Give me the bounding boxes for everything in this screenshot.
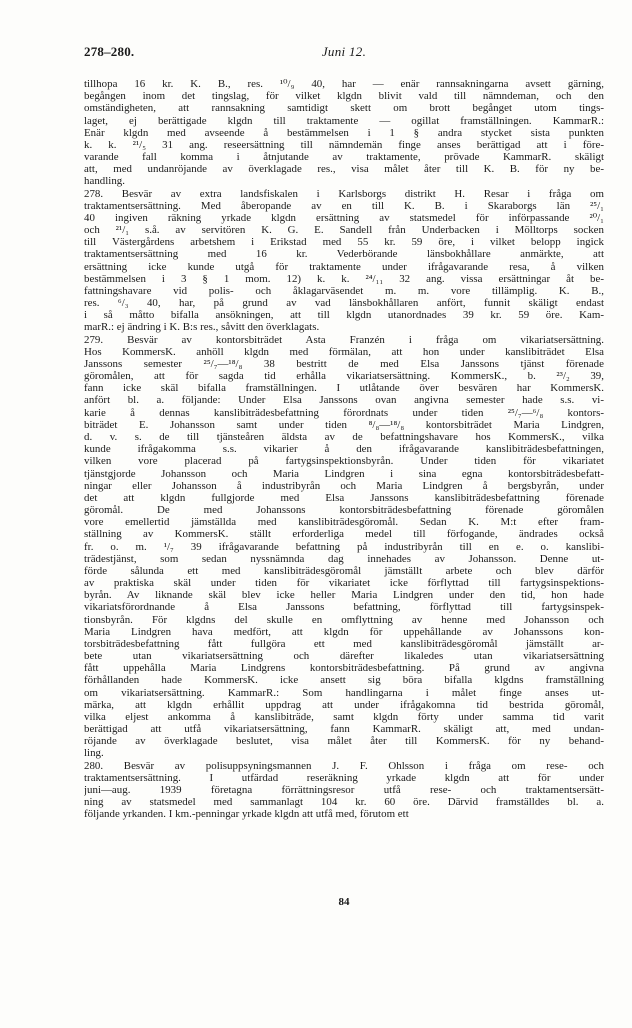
- text-line: till Västergårdens arbetshem i Erikstad med 55 kr. 59 öre, i vilket belopp ingick: [84, 236, 604, 249]
- text-line: laget, ej berättigade klgdn till traktamente — ogillat framställningen. KammarR.:: [84, 114, 604, 127]
- text-line: berättigad att utfå vikariatsersättning, fann KammarR. skäligt att, med undan-: [84, 723, 604, 736]
- text-line: bete utan vikariatsersättning och därefter likaledes utan vikariatsersättning: [84, 650, 604, 663]
- page-number: 84: [338, 896, 350, 908]
- text-line: förhållanden hade KommersK. icke ansett sig böra bifalla klgdns framställning: [84, 674, 604, 687]
- text-line: ställning av KommersK. ställt erforderliga medel till förfogande, ändrades också: [84, 528, 604, 541]
- text-line: juni—aug. 1939 företagna förrättningsresor utfå rese- och traktamentsersätt-: [84, 783, 604, 796]
- text-line: begången inom det tingslag, för vilket klgdn blivit vald till nämndeman, och den: [84, 90, 604, 103]
- text-line: Enär klgdn med avseende å bestämmelsen i 1 § andra stycket sista punkten: [84, 126, 604, 139]
- page-header: [84, 44, 604, 62]
- text-line: 279. Besvär av kontorsbiträdet Asta Franzén i fråga om vikariatsersättning.: [84, 333, 604, 346]
- text-line: res. ⁶/₃ 40, har, på grund av vad länsbokhållaren anfört, funnit skäligt endast: [84, 297, 604, 310]
- text-line: marR.: ej ändring i K. B:s res., såvitt den överklagats.: [84, 321, 320, 334]
- text-line: fattningshavare vid polis- och åklagarväsendet m. m. vore tillämplig. K. B.,: [84, 284, 604, 297]
- text-line: 278. Besvär av extra landsfiskalen i Karlsborgs distrikt H. Resar i fråga om: [84, 187, 604, 200]
- text-line: 40 ingiven räkning yrkade klgdn ersättning av statsmedel för införpassande ²⁰/₁: [84, 211, 604, 224]
- body-text: [84, 78, 604, 820]
- text-line: i så måtto bifalla ansökningen, att till klgdn utanordnades 39 kr. 59 öre. Kam-: [84, 309, 604, 322]
- text-line: Maria Lindgren hava medfört, att klgdn för uppehållande av Johanssons kon-: [84, 625, 604, 638]
- text-line: vikariatsförordnande å Elsa Janssons befattning, förflyttad till fartygsinspek-: [84, 601, 604, 614]
- text-line: vilka eljest ankomma å kanslibiträde, samt klgdn förty under samma tid varit: [84, 710, 604, 723]
- text-line: ning av statsmedel med sammanlagt 104 kr. 60 öre. Därvid framställdes bl. a.: [84, 796, 604, 809]
- text-line: bestämmelsen i 3 § 1 mom. 12) k. k. ²⁴/₁₁ 32 ang. vissa ersättningar åt be-: [84, 272, 604, 285]
- text-line: tjänstgjorde Johansson och Maria Lindgren i sina egna kontorsbiträdesbefatt-: [84, 467, 604, 480]
- text-line: torsbiträdesbefattning fått fullgöra ett med kanslibiträdesgöromål jämställt ar-: [84, 637, 604, 650]
- text-line: och ²¹/₁ s.å. av servitören K. G. E. Sandell från Underbacken i Mölltorps socken: [84, 224, 604, 237]
- text-line: vore emellertid jämställda med kanslibiträdesgöromål. Sedan K. M:t efter fram-: [84, 516, 604, 529]
- text-line: handling.: [84, 175, 126, 188]
- text-line: traktamentsersättning. Med åberopande av en till K. B. i Skaraborgs län ²⁵/₁: [84, 199, 604, 212]
- text-line: Hos KommersK. anhöll klgdn med förmälan, att hon under kanslibiträdet Elsa: [84, 345, 604, 358]
- text-line: fr. o. m. ¹/₇ 39 ifrågavarande befattning på industribyrån till en e. o. kanslibi-: [84, 540, 604, 553]
- text-line: karie å dennas kanslibiträdesbefattning förordnats under tiden ²⁵/₇—⁶/₈ kontors-: [84, 406, 604, 419]
- text-line: av praktiska skäl under tiden för vikariatet icke förflyttad till fartygsinspektions-: [84, 577, 604, 590]
- text-line: varande fall komma i åtnjutande av traktamente, prövade KammarR. skäligt: [84, 151, 604, 164]
- text-line: ersättning icke kunde utgå för traktamente under ifrågavarande resa, å vilken: [84, 260, 604, 273]
- header-date: Juni 12.: [321, 44, 367, 59]
- text-line: ningar eller Johansson å industribyrån och Maria Lindgren å bergsbyrån, under: [84, 479, 604, 492]
- text-line: förde sålunda ett med kanslibiträdesgöromål jämställt arbete och blev därför: [84, 564, 604, 577]
- text-line: om vikariatsersättning. KammarR.: Som handlingarna i målet finge anses ut-: [84, 686, 604, 699]
- text-line: byrån. Av liknande skäl blev icke heller Maria Lindgren under den tid, hon hade: [84, 589, 604, 602]
- text-line: tillhopa 16 kr. K. B., res. ¹⁰/₉ 40, har — enär rannsakningarna avsett gärning,: [84, 78, 604, 90]
- text-line: kunde ifrågakomma s.s. vikarier å den ifrågavarande kanslibiträdesbefattningen,: [84, 443, 604, 456]
- text-line: 280. Besvär av polisuppsyningsmannen J. F. Ohlsson i fråga om rese- och: [84, 759, 604, 772]
- text-line: vilken vore placerad på fartygsinspektionsbyrån. Under tiden för vikariatet: [84, 455, 604, 468]
- text-line: göromål. De med Johanssons kontorsbiträdesbefattning förenade göromålen: [84, 504, 604, 517]
- text-line: k. k. ²¹/₅ 31 ang. reseersättning till nämndemän finge anses berättigad att i före-: [84, 138, 604, 151]
- text-line: märka, att klgdn erhållit uppdrag att under ifrågakomna tid bestrida göromål,: [84, 698, 604, 711]
- text-line: anfört bl. a. följande: Under Elsa Janssons ovan angivna semester hade s.s. vi-: [84, 394, 604, 407]
- text-line: omständigheten, att rannsakning samtidigt skett om brott begånget utom tings-: [84, 102, 604, 115]
- text-line: tionsbyrån. För klgdns del skulle en omflyttning av henne med Johansson och: [84, 613, 604, 626]
- text-line: traktamentsersättning med 16 kr. Vederbörande länsbokhållare anmärkte, att: [84, 248, 604, 261]
- text-line: ling.: [84, 747, 104, 760]
- text-line: trädestjänst, som sedan nyssnämnda dag innehades av Johansson. Denne ut-: [84, 552, 604, 565]
- text-line: röjande av överklagade beslutet, visa målet åter till KommersK. för ny behand-: [84, 735, 604, 748]
- text-line: göromålen, att för sagda tid erhålla vikariatsersättning. KommersK., b. ²³/₂ 39,: [84, 370, 604, 383]
- text-line: att, med undanröjande av överklagade res., visa målet åter till K. B. för ny be-: [84, 163, 604, 176]
- text-line: fått uppehålla Maria Lindgrens kontorsbiträdesbefattning. På grund av angivna: [84, 662, 604, 675]
- text-line: fann icke skäl bifalla framställningen. I utlåtande över besvären har KommersK.: [84, 382, 604, 395]
- text-line: följande yrkanden. I km.-penningar yrkade klgdn att utfå med, förutom ett: [84, 808, 409, 821]
- text-line: det att klgdn fullgjorde med Elsa Janssons kanslibiträdesbefattning förenade: [84, 491, 604, 504]
- text-line: Janssons semester ²⁵/₇—¹⁸/₈ 38 bestritt de med Elsa Janssons tjänst förenade: [84, 357, 604, 370]
- text-line: traktamentsersättning. I utfärdad reseräkning yrkade klgdn att för under: [84, 771, 604, 784]
- page-range: 278–280.: [84, 44, 135, 59]
- text-line: d. v. s. de till tjänsteåren äldsta av de befattningshavare hos KommersK., vilka: [84, 430, 604, 443]
- text-line: biträdet E. Johansson samt under tiden ⁸/₈—¹⁸/₈ kontorsbiträdet Maria Lindgren,: [84, 418, 604, 431]
